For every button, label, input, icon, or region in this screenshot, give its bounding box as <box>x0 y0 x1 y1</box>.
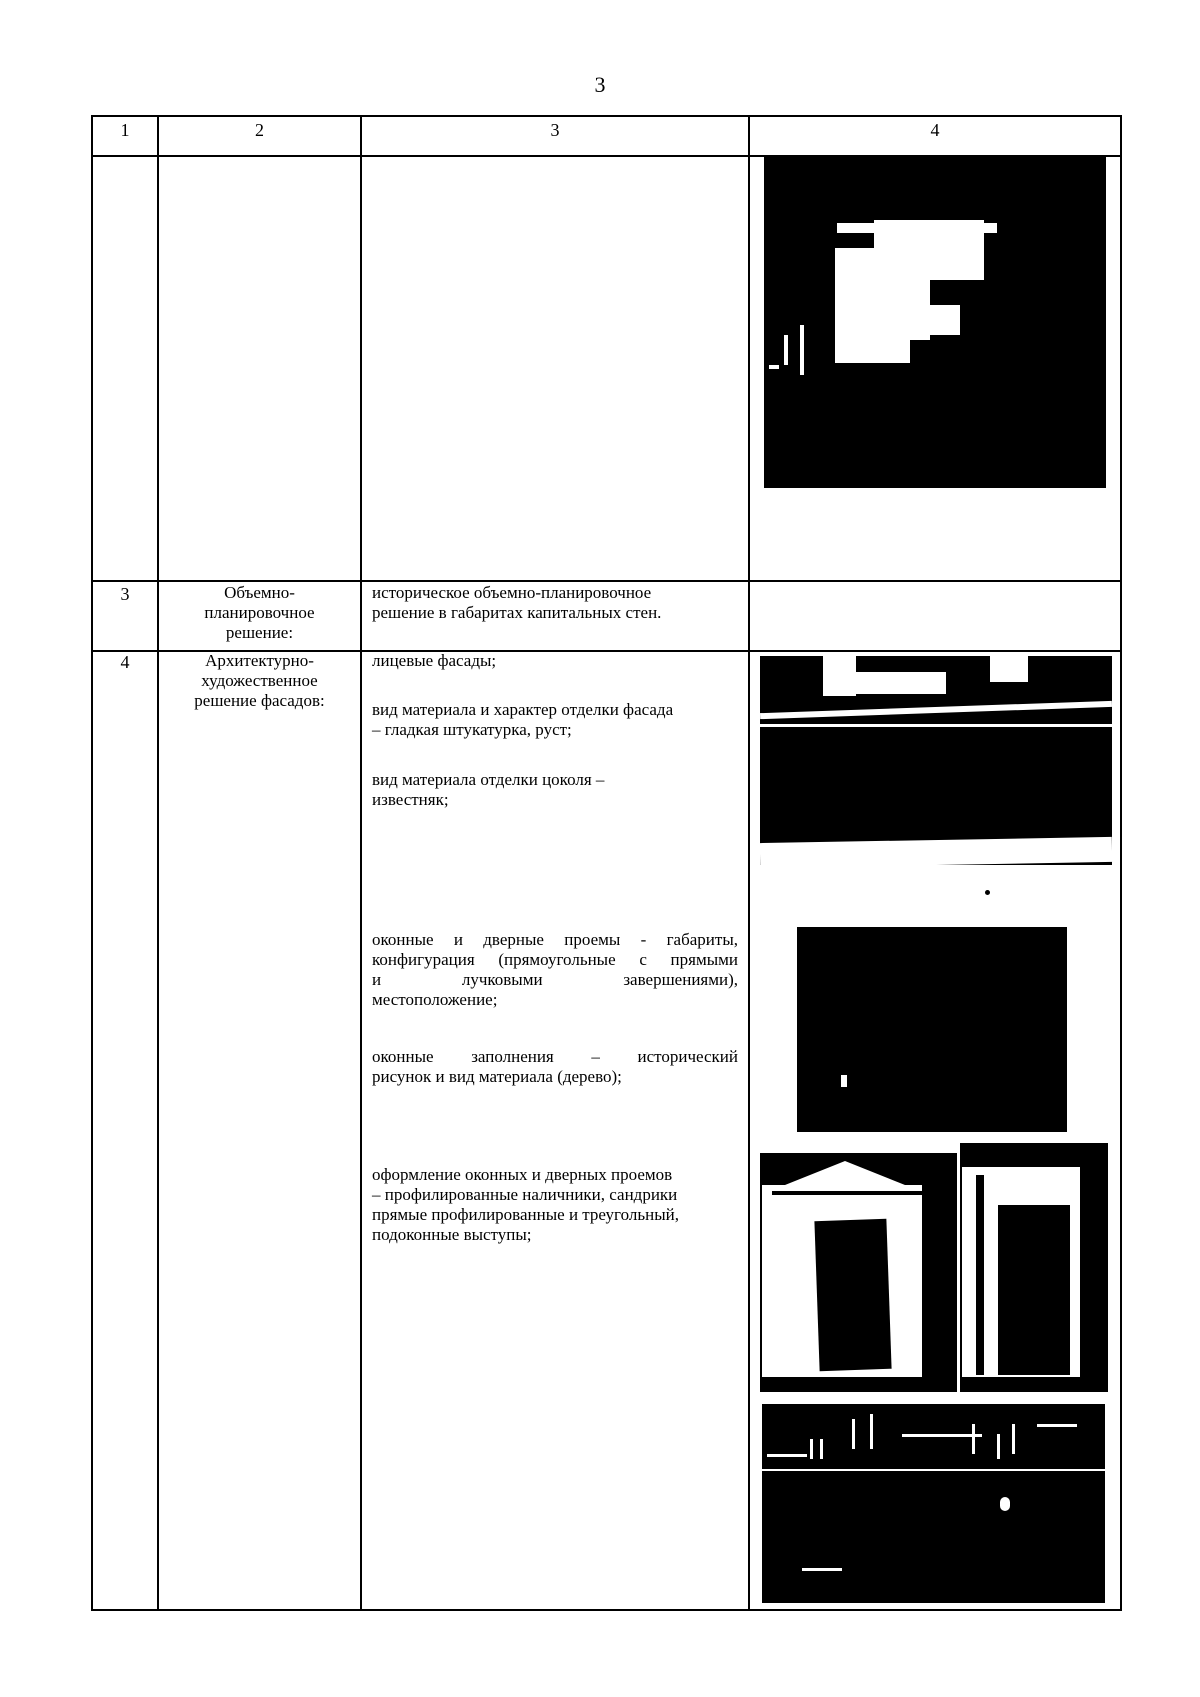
desc-line: оконные заполнения – исторический <box>372 1047 738 1066</box>
photo-highlight <box>835 248 910 363</box>
pediment-outline <box>772 1191 922 1195</box>
photo-speck <box>985 890 990 895</box>
desc-line: – профилированные наличники, сандрики <box>372 1185 678 1204</box>
photo-highlight <box>997 1434 1000 1459</box>
photo-highlight <box>800 325 804 375</box>
photo-highlight <box>1037 1424 1077 1427</box>
photo-highlight <box>760 724 1112 727</box>
photo-highlight <box>769 365 779 369</box>
photo-highlight <box>760 701 1112 719</box>
photo-highlight <box>802 1568 842 1571</box>
photo-highlight <box>810 1439 813 1459</box>
facades-heading: лицевые фасады; <box>372 651 497 670</box>
photo-highlight <box>870 1414 873 1449</box>
row-3-description <box>372 583 738 623</box>
column-divider <box>360 115 362 1611</box>
desc-line: – гладкая штукатурка, руст; <box>372 720 572 739</box>
table-border-top <box>91 115 1122 117</box>
desc-line: и лучковыми завершениями), <box>372 970 738 989</box>
photo-highlight <box>856 672 946 694</box>
desc-line: оформление оконных и дверных проемов <box>372 1165 673 1184</box>
name-line: Объемно- <box>224 583 295 602</box>
row-3-name <box>159 583 360 643</box>
row-4-number: 4 <box>120 652 130 672</box>
window-fillings-text <box>372 1047 738 1087</box>
photo-highlight <box>784 335 788 365</box>
row-divider <box>91 580 1122 582</box>
header-col-1: 1 <box>120 120 130 140</box>
desc-line: решение в габаритах капитальных стен. <box>372 603 662 622</box>
column-divider <box>157 115 159 1611</box>
facade-photo-3 <box>797 927 1067 1132</box>
window-photo-pediment <box>760 1153 957 1392</box>
column-divider <box>748 115 750 1611</box>
header-col-3: 3 <box>550 120 560 140</box>
facade-photo-4 <box>762 1404 1105 1603</box>
photo-highlight <box>760 652 1112 656</box>
name-line: Архитектурно- <box>205 651 314 670</box>
door-opening <box>998 1205 1070 1375</box>
window-photo-straight <box>960 1143 1108 1392</box>
desc-line: прямые профилированные и треугольный, <box>372 1205 679 1224</box>
openings-text <box>372 930 738 1010</box>
page-number: 3 <box>594 72 606 97</box>
pediment <box>770 1161 920 1191</box>
photo-highlight <box>820 1439 823 1459</box>
desc-line: подоконные выступы; <box>372 1225 532 1244</box>
photo-highlight <box>972 1424 975 1454</box>
desc-line: местоположение; <box>372 990 498 1009</box>
table-border-bottom <box>91 1609 1122 1611</box>
desc-line: историческое объемно-планировочное <box>372 583 652 602</box>
table-border-left <box>91 115 93 1611</box>
plinth-material-text <box>372 770 738 810</box>
sill <box>962 1377 1106 1390</box>
name-line: решение: <box>225 623 294 642</box>
facade-photo-1 <box>764 155 1106 488</box>
photo-highlight <box>1012 1424 1015 1454</box>
photo-highlight <box>823 652 856 696</box>
row-3-number: 3 <box>120 584 130 604</box>
facade-material-text <box>372 700 738 740</box>
photo-highlight <box>760 837 1112 865</box>
frame-right <box>1080 1167 1106 1390</box>
photo-highlight <box>762 1469 1105 1471</box>
frame-left <box>976 1175 984 1375</box>
photo-highlight <box>990 652 1028 682</box>
name-line: решение фасадов: <box>194 691 325 710</box>
photo-highlight <box>910 280 930 340</box>
desc-line: оконные и дверные проемы - габариты, <box>372 930 738 949</box>
wall-shadow <box>922 1185 955 1385</box>
openings-decoration-text <box>372 1165 738 1245</box>
photo-dark-area <box>962 1145 1106 1167</box>
table-border-right <box>1120 115 1122 1611</box>
photo-highlight <box>841 1075 847 1087</box>
photo-highlight <box>930 305 960 335</box>
photo-highlight <box>1000 1497 1010 1511</box>
name-line: художественное <box>201 671 318 690</box>
desc-line: известняк; <box>372 790 449 809</box>
photo-highlight <box>902 1434 982 1437</box>
photo-highlight <box>767 1454 807 1457</box>
name-line: планировочное <box>204 603 315 622</box>
sill <box>762 1377 955 1390</box>
row-4-name <box>159 651 360 711</box>
desc-line: конфигурация (прямоугольные с прямыми <box>372 950 738 969</box>
desc-line: вид материала и характер отделки фасада <box>372 700 674 719</box>
desc-line: рисунок и вид материала (дерево); <box>372 1067 622 1086</box>
door-opening <box>814 1219 891 1371</box>
desc-line: вид материала отделки цоколя – <box>372 770 605 789</box>
header-col-2: 2 <box>255 120 264 140</box>
header-col-4: 4 <box>930 120 940 140</box>
photo-highlight <box>852 1419 855 1449</box>
facade-photo-2 <box>760 652 1112 865</box>
